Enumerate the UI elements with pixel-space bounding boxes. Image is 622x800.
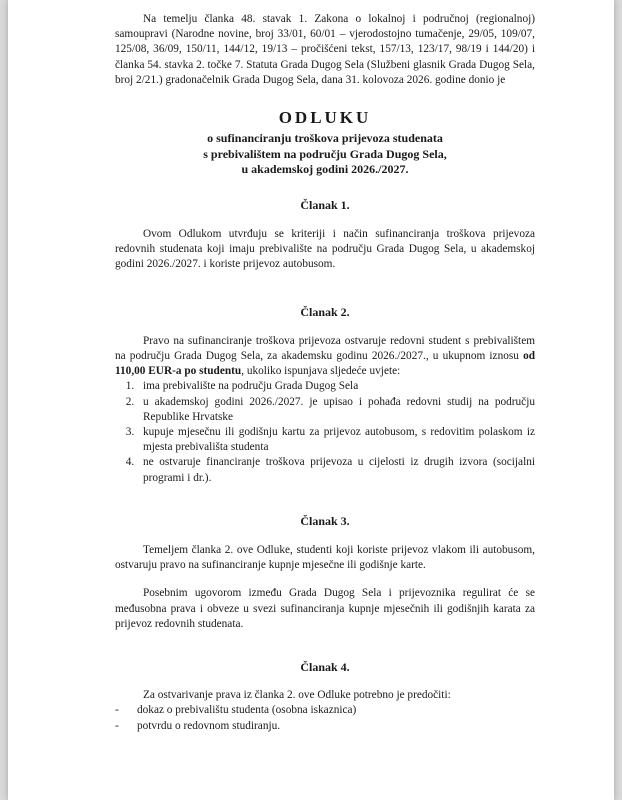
subtitle-line: u akademskoj godini 2026./2027. (241, 162, 409, 177)
article-3-paragraph-1: Temeljem članka 2. ove Odluke, studenti koji koriste prijevoz vlakom ili autobusom, ostvaruju pravo na sufinanciranje kupnje mjesečne ili godišnje karte. (115, 543, 535, 572)
required-documents-list (115, 703, 535, 733)
article-3-heading: Članak 3. (300, 513, 350, 528)
article-2-heading: Članak 2. (300, 304, 350, 319)
article-2-text (115, 334, 535, 380)
article-1-text: Ovom Odlukom utvrđuju se kriteriji i način sufinanciranja troškova prijevoza redovnih studenata koji imaju prebivalište na području Grada Dugog Sela, u akademskoj godini 2026./2027. i koriste prijevoz autobusom. (115, 227, 535, 271)
article-4-heading: Članak 4. (300, 659, 350, 674)
article-2-amount: od 110,00 EUR-a po studentu (115, 349, 535, 378)
condition-item: 3. kupuje mjesečnu ili godišnju kartu za prijevoz autobusom, s redovitim polaskom iz mjesta prebivališta studenta (137, 425, 535, 455)
article-4-intro: Za ostvarivanje prava iz članka 2. ove Odluke potrebno je predočiti: (143, 689, 451, 702)
document-page (8, 0, 614, 800)
condition-item: 4. ne ostvaruje financiranje troškova prijevoza u cijelosti iz drugih izvora (socijalni programi i dr.). (137, 455, 535, 485)
conditions-list (115, 379, 535, 485)
article-2-text-before: Pravo na sufinanciranje troškova prijevoza ostvaruje redovni student s prebivalištem na području Grada Dugog Sela, za akademsku godinu 2026./2027., u ukupnom iznosu (115, 334, 535, 362)
article-3-paragraph-2: Posebnim ugovorom između Grada Dugog Sela i prijevoznika regulirat će se međusobna prava i obveze u svezi sufinanciranja kupnje mjesečnih ili godišnjih karata za prijevoz redovnih studenata. (115, 587, 535, 630)
preamble: Na temelju članka 48. stavak 1. Zakona o lokalnoj i područnoj (regionalnoj) samoupravi (Narodne novine, broj 33/01, 60/01 – vjerodostojno tumačenje, 29/05, 109/07, 125/08, 36/09, 150/11, 144/12, 19/13 – pročišćeni tekst, 157/13, 123/17, 98/19 i 144/20) i članka 54. stavka 2. točke 7. Statuta Grada Dugog Sela (Službeni glasnik Grada Dugog Sela, broj 2/21.) gradonačelnik Grada Dugog Sela, dana 31. kolovoza 2026. godine donio je (115, 13, 535, 86)
required-document-item: - potvrdu o redovnom studiranju. (115, 719, 535, 734)
document-body (115, 12, 535, 734)
article-2-text-after: , ukoliko ispunjava sljedeće uvjete: (241, 365, 401, 378)
document-title: ODLUKU (278, 108, 372, 128)
document-subtitle (115, 131, 535, 178)
subtitle-line: s prebivalištem na području Grada Dugog Sela, (203, 146, 447, 161)
subtitle-line: o sufinanciranju troškova prijevoza studenata (207, 131, 443, 146)
article-1-heading: Članak 1. (300, 197, 350, 212)
condition-item: 1. ima prebivalište na području Grada Dugog Sela (137, 379, 535, 394)
required-document-item: - dokaz o prebivalištu studenta (osobna iskaznica) (115, 703, 535, 718)
condition-item: 2. u akademskoj godini 2026./2027. je upisao i pohađa redovni studij na području Republike Hrvatske (137, 395, 535, 425)
